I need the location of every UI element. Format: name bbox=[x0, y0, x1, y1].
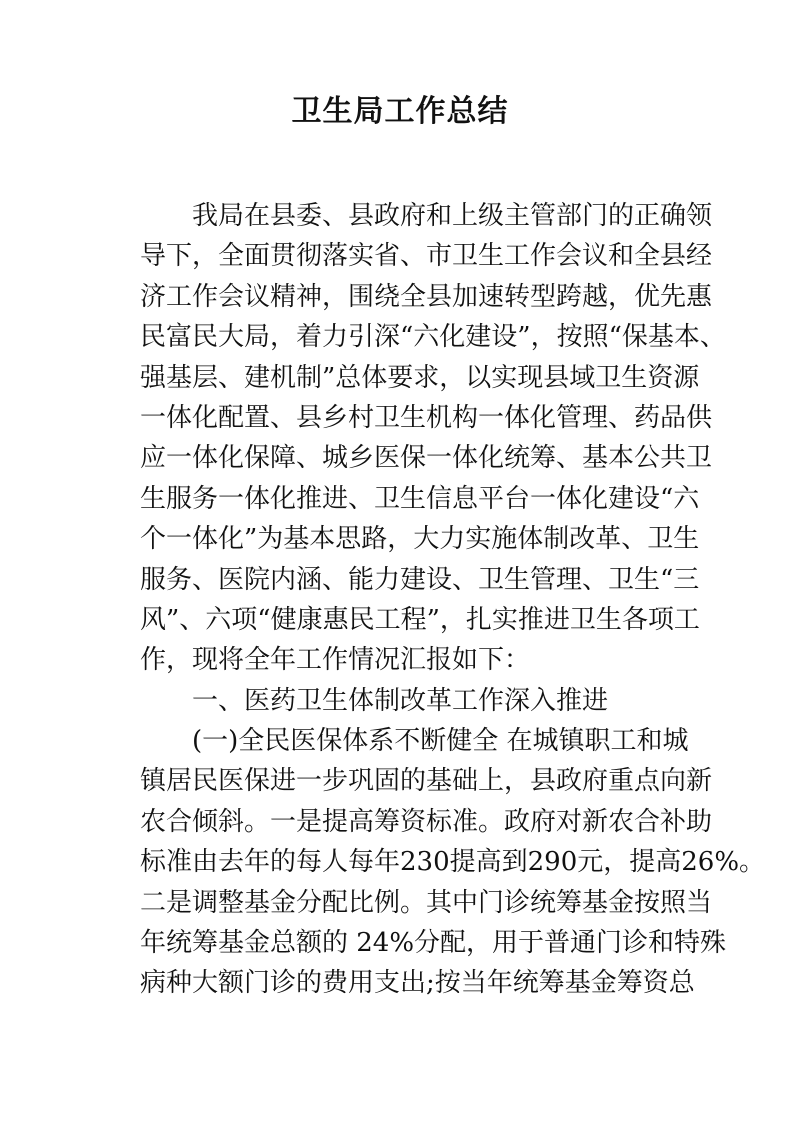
paragraph-line: 农合倾斜。一是提高筹资标准。政府对新农合补助 bbox=[140, 806, 713, 837]
paragraph bbox=[140, 681, 664, 721]
paragraph bbox=[140, 721, 766, 1004]
paragraph-line: 强基层、建机制”总体要求，以实现县域卫生资源 bbox=[140, 362, 700, 393]
paragraph-line: 民富民大局，着力引深“六化建设”，按照“保基本、 bbox=[140, 322, 726, 353]
document-title: 卫生局工作总结 bbox=[291, 94, 509, 129]
paragraph-line: 年统筹基金总额的 24%分配，用于普通门诊和特殊 bbox=[140, 928, 727, 959]
paragraph-line: 个一体化”为基本思路，大力实施体制改革、卫生 bbox=[140, 524, 700, 555]
paragraph-line: 标准由去年的每人每年230提高到290元，提高26%。 bbox=[140, 847, 766, 878]
paragraph-line: 风”、六项“健康惠民工程”，扎实推进卫生各项工 bbox=[140, 604, 700, 635]
paragraph-line: 应一体化保障、城乡医保一体化统筹、基本公共卫 bbox=[140, 443, 713, 474]
paragraph bbox=[140, 196, 726, 681]
paragraph-line: 一体化配置、县乡村卫生机构一体化管理、药品供 bbox=[140, 402, 713, 433]
paragraph-line: (一)全民医保体系不断健全 在城镇职工和城 bbox=[192, 726, 689, 757]
paragraph-line: 镇居民医保进一步巩固的基础上，县政府重点向新 bbox=[140, 766, 713, 797]
paragraph-line: 作，现将全年工作情况汇报如下： bbox=[140, 645, 531, 676]
paragraph-line: 我局在县委、县政府和上级主管部门的正确领 bbox=[192, 201, 713, 231]
document-body bbox=[140, 196, 766, 1004]
paragraph-line: 生服务一体化推进、卫生信息平台一体化建设“六 bbox=[140, 483, 700, 514]
paragraph-line: 一、医药卫生体制改革工作深入推进 bbox=[192, 685, 609, 716]
paragraph-line: 济工作会议精神，围绕全县加速转型跨越，优先惠 bbox=[140, 281, 713, 312]
paragraph-line: 二是调整基金分配比例。其中门诊统筹基金按照当 bbox=[140, 887, 713, 918]
paragraph-line: 病种大额门诊的费用支出;按当年统筹基金筹资总 bbox=[140, 968, 695, 999]
paragraph-line: 服务、医院内涵、能力建设、卫生管理、卫生“三 bbox=[140, 564, 700, 595]
paragraph-line: 导下，全面贯彻落实省、市卫生工作会议和全县经 bbox=[140, 241, 713, 272]
